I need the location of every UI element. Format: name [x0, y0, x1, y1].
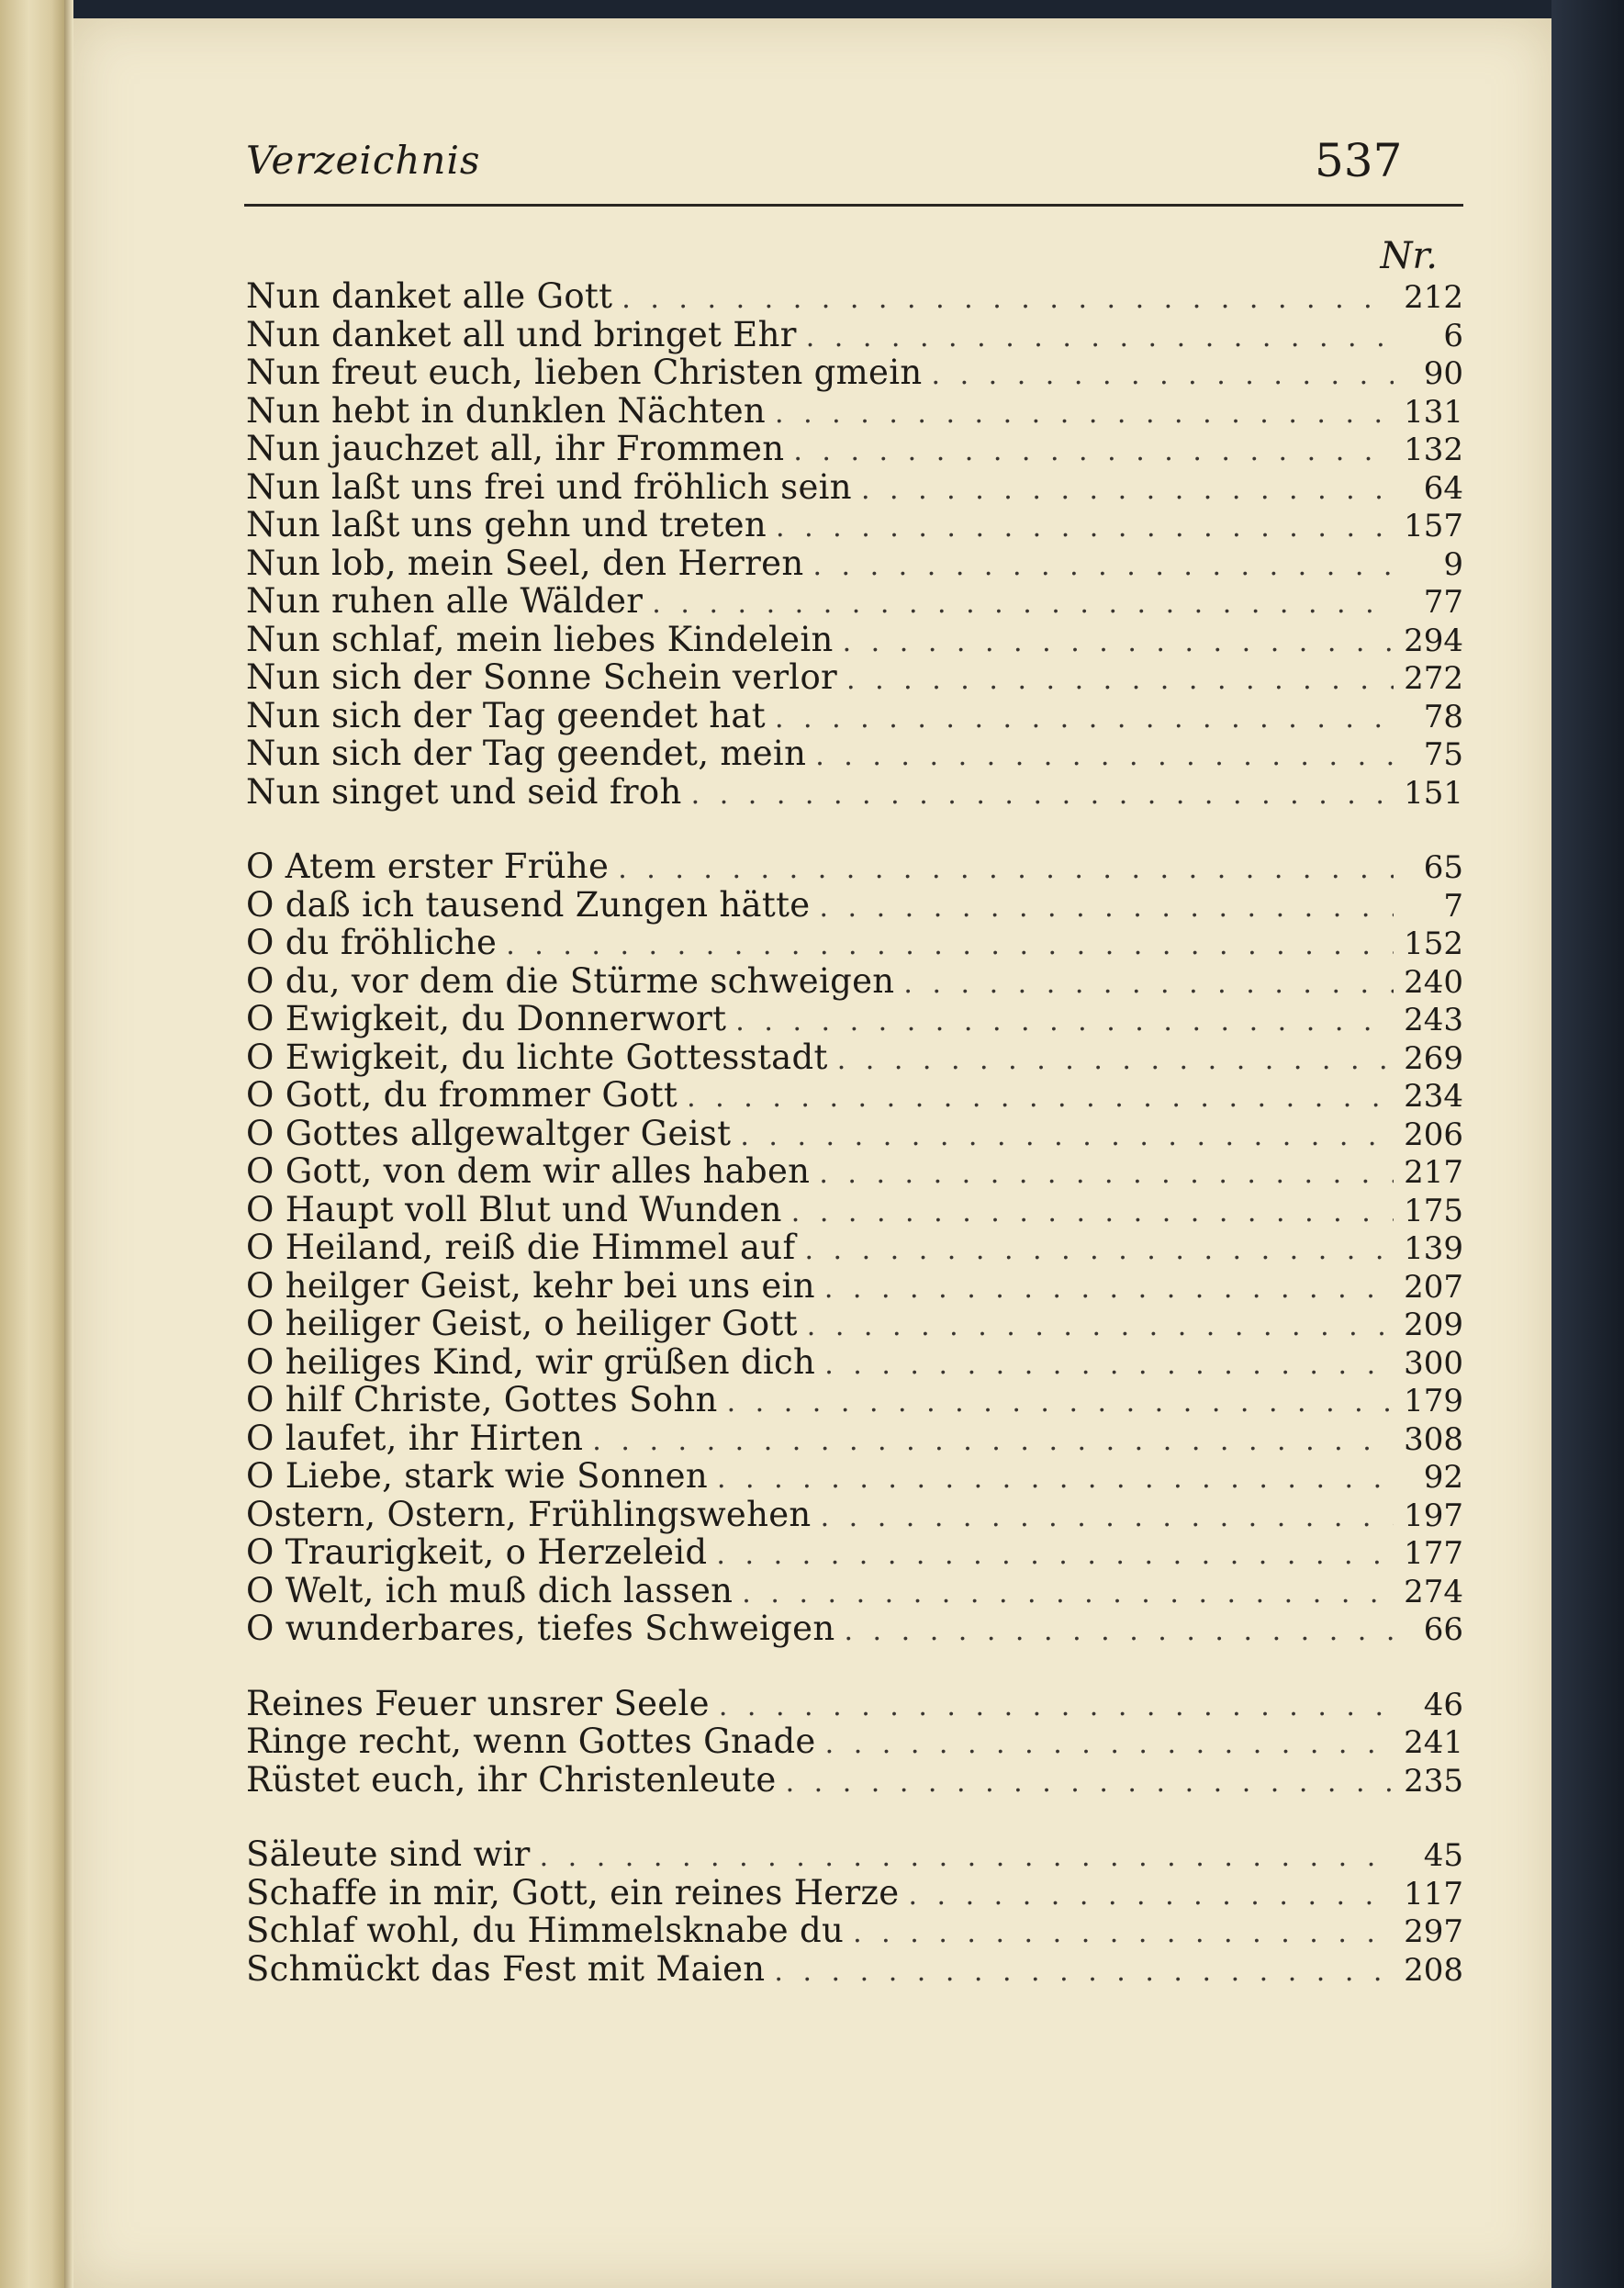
index-entry — [246, 1305, 1463, 1343]
index-entry — [246, 277, 1463, 316]
entry-number: 209 — [1404, 1307, 1463, 1343]
index-entry — [246, 1000, 1463, 1038]
entry-title: Schmückt das Fest mit Maien — [246, 1948, 766, 1989]
index-entry — [246, 392, 1463, 431]
entry-title: O daß ich tausend Zungen hätte — [246, 884, 811, 925]
dot-leader — [775, 700, 1394, 738]
entry-title: Nun sich der Tag geendet hat — [246, 695, 766, 735]
entry-title: O Welt, ich muß dich lassen — [246, 1570, 734, 1610]
entry-title: Nun danket alle Gott — [246, 276, 613, 316]
index-entry — [246, 658, 1463, 697]
index-entry — [246, 1761, 1463, 1800]
dot-leader — [837, 1041, 1394, 1080]
entry-number: 241 — [1404, 1724, 1463, 1761]
number-column-label: Nr. — [1380, 235, 1438, 277]
dot-leader — [622, 280, 1394, 319]
index-entry — [246, 1267, 1463, 1306]
index-entry — [246, 1722, 1463, 1761]
dot-leader — [687, 1079, 1394, 1117]
dot-leader — [618, 850, 1394, 889]
entry-title: Nun sich der Tag geendet, mein — [246, 734, 807, 773]
entry-number: 139 — [1404, 1230, 1463, 1267]
entry-number: 207 — [1404, 1268, 1463, 1306]
index-entry — [246, 582, 1463, 621]
entry-number: 234 — [1404, 1078, 1463, 1115]
entry-number: 177 — [1404, 1535, 1463, 1572]
entry-number: 7 — [1443, 887, 1463, 925]
index-entry — [246, 316, 1463, 354]
index-entry — [246, 1381, 1463, 1419]
entry-number: 6 — [1443, 317, 1463, 354]
entry-title: Reines Feuer unsrer Seele — [246, 1683, 710, 1723]
entry-title: Nun hebt in dunklen Nächten — [246, 390, 767, 431]
index-entry — [246, 924, 1463, 962]
dot-leader — [716, 1536, 1394, 1575]
dot-leader — [727, 1384, 1394, 1422]
page-gutter — [64, 0, 73, 2288]
dot-leader — [932, 356, 1394, 395]
dot-leader — [846, 661, 1394, 700]
dot-leader — [908, 1877, 1394, 1915]
dot-leader — [652, 585, 1394, 623]
dot-leader — [592, 1422, 1394, 1461]
entry-number: 64 — [1423, 469, 1463, 507]
book-binding-left — [0, 0, 64, 2288]
dot-leader — [691, 776, 1394, 814]
index-entry — [246, 1533, 1463, 1572]
entry-title: Schlaf wohl, du Himmelsknabe du — [246, 1911, 845, 1950]
index-entry — [246, 621, 1463, 659]
index-entry — [246, 1457, 1463, 1496]
index-entry — [246, 1609, 1463, 1648]
index-entry — [246, 1076, 1463, 1115]
entry-number: 175 — [1404, 1192, 1463, 1229]
entry-number: 297 — [1404, 1913, 1463, 1950]
entry-number: 90 — [1423, 355, 1463, 392]
entry-title: O heiliges Kind, wir grüßen dich — [246, 1341, 816, 1382]
entry-title: Nun singet und seid froh — [246, 771, 682, 812]
index-entry — [246, 1152, 1463, 1191]
entry-number: 157 — [1404, 508, 1463, 544]
entry-title: O wunderbares, tiefes Schweigen — [246, 1609, 835, 1648]
dot-leader — [804, 1231, 1394, 1270]
index-entry — [246, 544, 1463, 583]
dot-leader — [776, 509, 1394, 547]
entry-number: 46 — [1423, 1686, 1463, 1723]
entry-number: 92 — [1423, 1459, 1463, 1496]
group-gap — [246, 1799, 1463, 1835]
entry-title: O Heiland, reiß die Himmel auf — [246, 1228, 796, 1267]
index-entry — [246, 1115, 1463, 1153]
dot-leader — [821, 1498, 1394, 1537]
entry-title: O heilger Geist, kehr bei uns ein — [246, 1265, 815, 1306]
entry-title: Rüstet euch, ihr Christenleute — [246, 1759, 777, 1800]
page-number: 537 — [1315, 134, 1403, 187]
index-list — [246, 277, 1463, 1988]
dot-leader — [717, 1460, 1394, 1498]
index-entry — [246, 1912, 1463, 1950]
entry-title: O Gott, du frommer Gott — [246, 1075, 678, 1115]
dot-leader — [540, 1838, 1394, 1877]
dot-leader — [824, 1270, 1394, 1308]
dot-leader — [742, 1575, 1394, 1613]
entry-title: Nun danket all und bringet Ehr — [246, 314, 797, 354]
entry-title: Ostern, Ostern, Frühlingswehen — [246, 1494, 812, 1534]
entry-title: O Ewigkeit, du Donnerwort — [246, 999, 727, 1038]
entry-number: 77 — [1423, 584, 1463, 621]
dot-leader — [819, 1155, 1394, 1194]
index-entry — [246, 1228, 1463, 1267]
index-entry — [246, 1572, 1463, 1610]
dot-leader — [824, 1346, 1394, 1385]
dot-leader — [806, 319, 1394, 357]
entry-number: 9 — [1443, 545, 1463, 583]
entry-number: 131 — [1404, 393, 1463, 431]
entry-title: Nun lob, mein Seel, den Herren — [246, 543, 804, 583]
running-header-title: Verzeichnis — [246, 138, 481, 183]
index-entry — [246, 430, 1463, 468]
index-entry — [246, 1038, 1463, 1077]
index-entry — [246, 1835, 1463, 1874]
dot-leader — [825, 1725, 1394, 1764]
dot-leader — [843, 623, 1394, 662]
index-entry — [246, 735, 1463, 773]
index-entry — [246, 1685, 1463, 1723]
index-entry — [246, 1950, 1463, 1989]
entry-number: 66 — [1423, 1611, 1463, 1648]
entry-title: Säleute sind wir — [246, 1834, 531, 1874]
entry-title: O Liebe, stark wie Sonnen — [246, 1456, 708, 1496]
entry-title: O Atem erster Frühe — [246, 847, 610, 886]
index-entry — [246, 697, 1463, 735]
entry-number: 206 — [1404, 1116, 1463, 1153]
book-cover-edge — [1551, 0, 1624, 2288]
index-entry — [246, 1419, 1463, 1458]
index-entry — [246, 1496, 1463, 1534]
dot-leader — [812, 547, 1394, 586]
index-entry — [246, 506, 1463, 544]
group-gap — [246, 1648, 1463, 1685]
entry-title: O heiliger Geist, o heiliger Gott — [246, 1304, 798, 1343]
entry-number: 272 — [1404, 660, 1463, 697]
entry-number: 132 — [1404, 432, 1463, 468]
index-entry — [246, 1343, 1463, 1382]
entry-number: 78 — [1423, 698, 1463, 735]
dot-leader — [861, 471, 1394, 510]
entry-number: 235 — [1404, 1762, 1463, 1800]
header-rule — [244, 204, 1463, 207]
entry-title: Nun freut euch, lieben Christen gmein — [246, 353, 923, 392]
entry-title: Nun schlaf, mein liebes Kindelein — [246, 619, 834, 659]
entry-title: O laufet, ihr Hirten — [246, 1418, 584, 1458]
entry-number: 269 — [1404, 1039, 1463, 1077]
index-entry — [246, 847, 1463, 886]
dot-leader — [844, 1612, 1394, 1651]
entry-title: O hilf Christe, Gottes Sohn — [246, 1380, 718, 1419]
dot-leader — [719, 1688, 1394, 1726]
dot-leader — [793, 432, 1394, 471]
book-page — [73, 18, 1551, 2288]
entry-number: 197 — [1404, 1497, 1463, 1534]
dot-leader — [853, 1914, 1394, 1953]
dot-leader — [791, 1194, 1394, 1232]
entry-number: 75 — [1423, 736, 1463, 773]
group-gap — [246, 811, 1463, 847]
index-entry — [246, 962, 1463, 1001]
entry-title: O du fröhliche — [246, 923, 498, 962]
entry-title: Nun ruhen alle Wälder — [246, 581, 644, 621]
entry-title: Schaffe in mir, Gott, ein reines Herze — [246, 1872, 900, 1912]
entry-title: O Traurigkeit, o Herzeleid — [246, 1532, 708, 1572]
index-entry — [246, 886, 1463, 925]
entry-number: 45 — [1423, 1837, 1463, 1874]
entry-title: O Ewigkeit, du lichte Gottesstadt — [246, 1037, 828, 1077]
entry-title: Nun laßt uns gehn und treten — [246, 505, 767, 544]
page-content — [73, 18, 1551, 2288]
entry-number: 300 — [1404, 1344, 1463, 1382]
dot-leader — [819, 889, 1394, 927]
entry-number: 217 — [1404, 1154, 1463, 1191]
index-entry — [246, 468, 1463, 507]
dot-leader — [735, 1003, 1394, 1041]
dot-leader — [903, 965, 1394, 1004]
entry-number: 65 — [1423, 849, 1463, 886]
dot-leader — [774, 1953, 1394, 1991]
entry-title: O Gott, von dem wir alles haben — [246, 1151, 811, 1191]
entry-number: 212 — [1404, 279, 1463, 316]
index-entry — [246, 1874, 1463, 1912]
entry-number: 308 — [1404, 1420, 1463, 1458]
index-entry — [246, 1191, 1463, 1229]
entry-title: Nun jauchzet all, ihr Frommen — [246, 429, 785, 468]
entry-number: 117 — [1404, 1875, 1463, 1912]
dot-leader — [786, 1764, 1394, 1802]
dot-leader — [775, 395, 1394, 433]
entry-title: O du, vor dem die Stürme schweigen — [246, 960, 895, 1001]
index-entry — [246, 773, 1463, 812]
dot-leader — [807, 1307, 1394, 1346]
entry-title: Ringe recht, wenn Gottes Gnade — [246, 1722, 816, 1761]
entry-title: O Haupt voll Blut und Wunden — [246, 1189, 782, 1229]
entry-number: 208 — [1404, 1951, 1463, 1989]
entry-number: 179 — [1404, 1383, 1463, 1419]
dot-leader — [815, 737, 1394, 776]
entry-title: O Gottes allgewaltger Geist — [246, 1113, 732, 1153]
entry-title: Nun sich der Sonne Schein verlor — [246, 657, 838, 697]
entry-number: 152 — [1404, 925, 1463, 962]
dot-leader — [740, 1117, 1394, 1156]
entry-title: Nun laßt uns frei und fröhlich sein — [246, 466, 852, 507]
entry-number: 151 — [1404, 774, 1463, 812]
entry-number: 274 — [1404, 1573, 1463, 1610]
entry-number: 294 — [1404, 622, 1463, 659]
index-entry — [246, 353, 1463, 392]
entry-number: 243 — [1404, 1002, 1463, 1038]
entry-number: 240 — [1404, 963, 1463, 1001]
dot-leader — [506, 926, 1394, 965]
